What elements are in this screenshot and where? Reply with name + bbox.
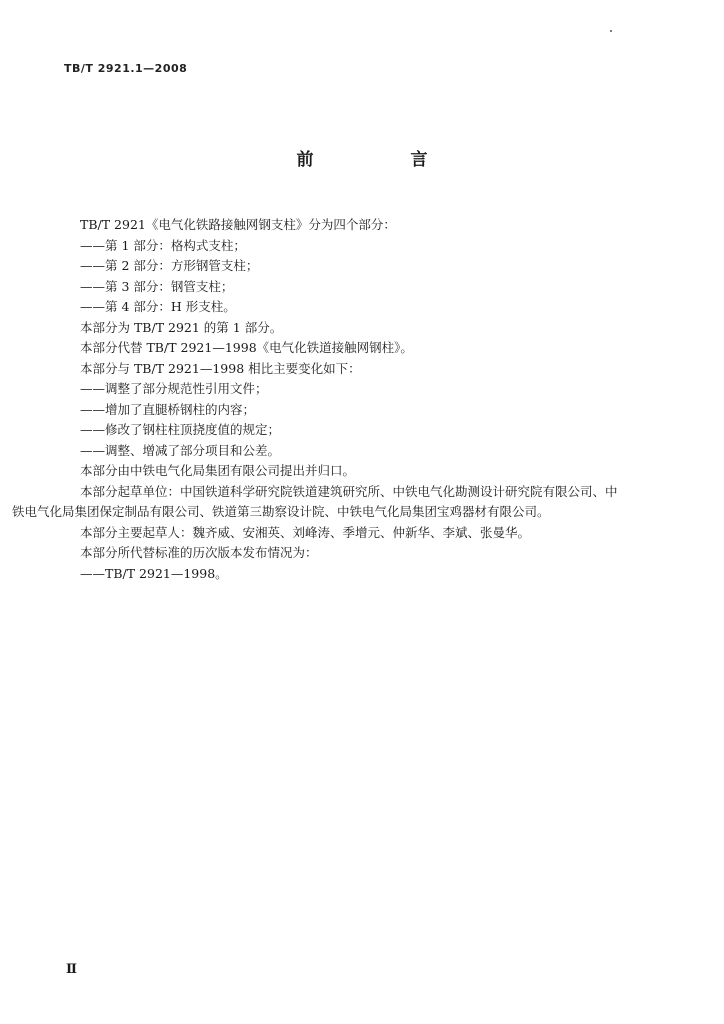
list-item-part-1: ——第 1 部分：格构式支柱；	[80, 237, 246, 253]
paragraph-drafting-units-line2: 铁电气化局集团保定制品有限公司、铁道第三勘察设计院、中铁电气化局集团宝鸡器材有限公司。	[12, 504, 550, 519]
paragraph-parts-intro: TB/T 2921《电气化铁路接触网钢支柱》分为四个部分：	[80, 217, 396, 232]
scan-speck	[610, 30, 612, 32]
paragraph-drafters: 本部分主要起草人：魏齐威、安湘英、刘峰涛、季增元、仲新华、李斌、张曼华。	[80, 524, 531, 540]
page-title: 前 言	[296, 150, 468, 170]
paragraph-replaces: 本部分代替 TB/T 2921—1998《电气化铁道接触网钢柱》。	[80, 340, 413, 355]
paragraph-drafting-units-line1: 本部分起草单位：中国铁道科学研究院铁道建筑研究所、中铁电气化勘测设计研究院有限公司、中	[80, 483, 618, 499]
standard-code: TB/T 2921.1—2008	[64, 62, 188, 75]
paragraph-this-part: 本部分为 TB/T 2921 的第 1 部分。	[80, 319, 283, 335]
list-item-part-2: ——第 2 部分：方形钢管支柱；	[80, 258, 259, 273]
list-item-part-4: ——第 4 部分：H 形支柱。	[80, 299, 236, 314]
foreword-body	[12, 215, 670, 584]
list-item-change-2: ——增加了直腿桥钢柱的内容；	[80, 401, 256, 417]
paragraph-changes-intro: 本部分与 TB/T 2921—1998 相比主要变化如下：	[80, 360, 361, 376]
list-item-part-3: ——第 3 部分：钢管支柱；	[80, 278, 234, 294]
paragraph-proposer: 本部分由中铁电气化局集团有限公司提出并归口。	[80, 463, 356, 478]
list-item-change-4: ——调整、增减了部分项目和公差。	[80, 442, 281, 458]
list-item-history: ——TB/T 2921—1998。	[80, 565, 228, 581]
list-item-change-3: ——修改了钢柱柱顶挠度值的规定；	[80, 422, 281, 437]
page-number: Ⅱ	[66, 962, 77, 977]
list-item-change-1: ——调整了部分规范性引用文件；	[80, 381, 268, 396]
paragraph-history-intro: 本部分所代替标准的历次版本发布情况为：	[80, 545, 318, 560]
